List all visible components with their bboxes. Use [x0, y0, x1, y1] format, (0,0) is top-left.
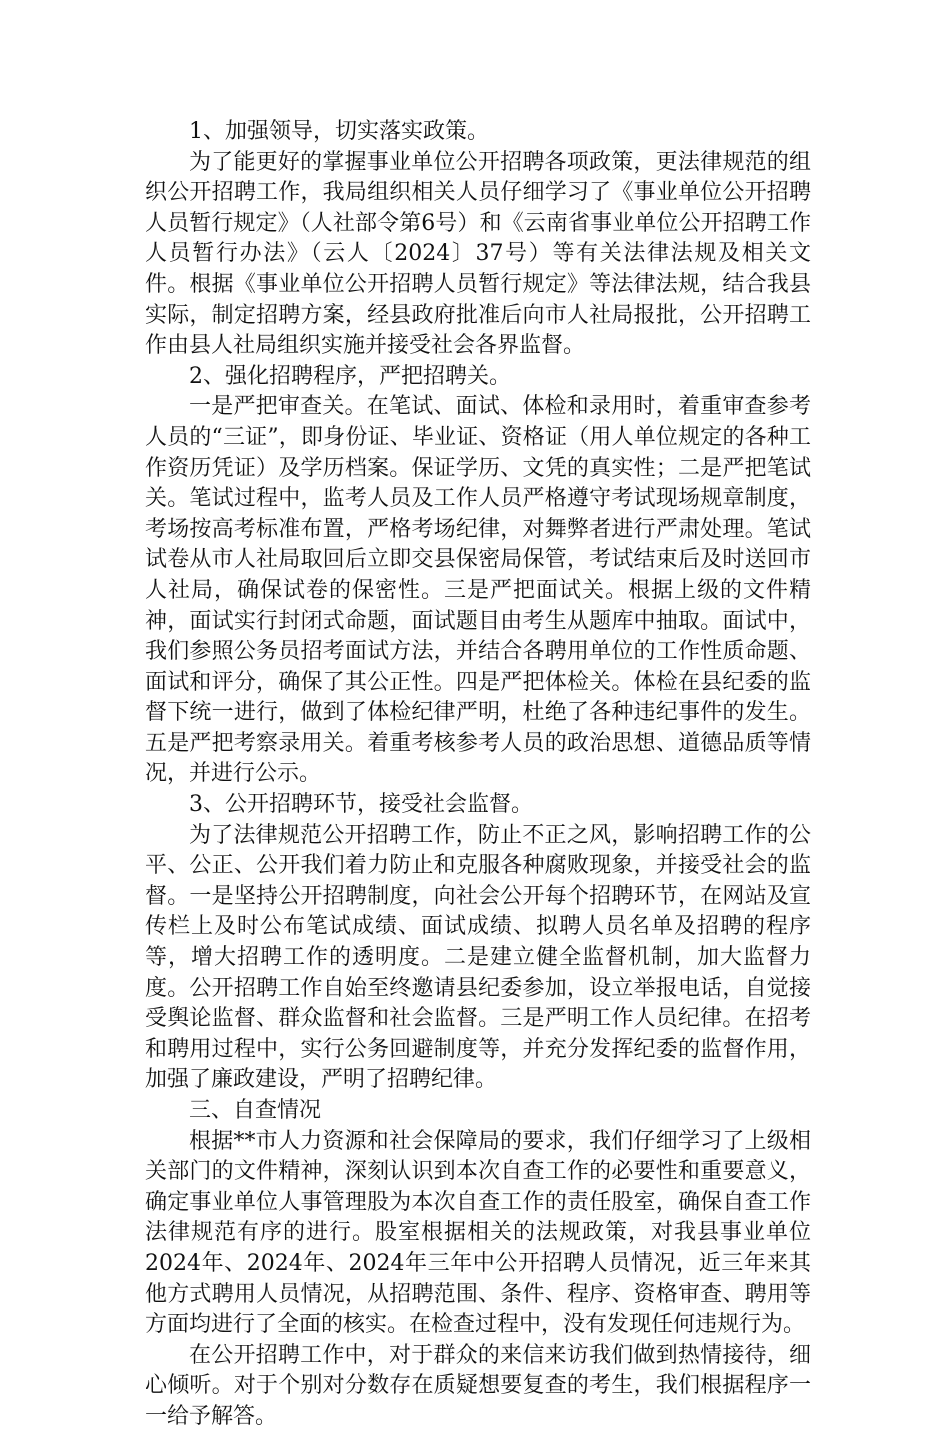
paragraph-procedure-checks: 一是严把审查关。在笔试、面试、体检和录用时，着重审查参考人员的“三证”，即身份证、毕业证、资格证（用人单位规定的各种工作资历凭证）及学历档案。保证学历、文凭的真实性；二是严把笔试关。笔试过程中，监考人员及工作人员严格遵守考试现场规章制度，考场按高考标准布置，严格考场纪律，对舞弊者进行严肃处理。笔试试卷从市人社局取回后立即交县保密局保管，考试结束后及时送回市人社局，确保试卷的保密性。三是严把面试关。根据上级的文件精神，面试实行封闭式命题，面试题目由考生从题库中抽取。面试中，我们参照公务员招考面试方法，并结合各聘用单位的工作性质命题、面试和评分，确保了其公正性。四是严把体检关。体检在县纪委的监督下统一进行，做到了体检纪律严明，杜绝了各种违纪事件的发生。五是严把考察录用关。着重考核参考人员的政治思想、道德品质等情况，并进行公示。 [145, 394, 811, 787]
paragraph-self-check: 根据**市人力资源和社会保障局的要求，我们仔细学习了上级相关部门的文件精神，深刻认识到本次自查工作的必要性和重要意义，确定事业单位人事管理股为本次自查工作的责任股室，确保自查工作法律规范有序的进行。股室根据相关的法规政策，对我县事业单位2024年、2024年、2024年三年中公开招聘人员情况，近三年来其他方式聘用人员情况，从招聘范围、条件、程序、资格审查、聘用等方面均进行了全面的核实。在检查过程中，没有发现任何违规行为。 [145, 1128, 811, 1338]
section-heading-leadership: 1、加强领导，切实落实政策。 [189, 119, 489, 144]
paragraph-public-visits: 在公开招聘工作中，对于群众的来信来访我们做到热情接待，细心倾听。对于个别对分数存在质疑想要复查的考生，我们根据程序一一给予解答。 [145, 1342, 811, 1429]
paragraph-policy-study: 为了能更好的掌握事业单位公开招聘各项政策，更法律规范的组织公开招聘工作，我局组织相关人员仔细学习了《事业单位公开招聘人员暂行规定》（人社部令第6号）和《云南省事业单位公开招聘工作人员暂行办法》（云人〔2024〕37号）等有关法律法规及相关文件。根据《事业单位公开招聘人员暂行规定》等法律法规，结合我县实际，制定招聘方案，经县政府批准后向市人社局报批，公开招聘工作由县人社局组织实施并接受社会各界监督。 [145, 149, 811, 359]
document-body [145, 117, 811, 1433]
paragraph-supervision: 为了法律规范公开招聘工作，防止不正之风，影响招聘工作的公平、公正、公开我们着力防止和克服各种腐败现象，并接受社会的监督。一是坚持公开招聘制度，向社会公开每个招聘环节，在网站及宣传栏上及时公布笔试成绩、面试成绩、拟聘人员名单及招聘的程序等，增大招聘工作的透明度。二是建立健全监督机制，加大监督力度。公开招聘工作自始至终邀请县纪委参加，设立举报电话，自觉接受舆论监督、群众监督和社会监督。三是严明工作人员纪律。在招考和聘用过程中，实行公务回避制度等，并充分发挥纪委的监督作用，加强了廉政建设，严明了招聘纪律。 [145, 822, 811, 1093]
section-heading-self-check: 三、自查情况 [189, 1098, 322, 1123]
section-heading-procedure: 2、强化招聘程序，严把招聘关。 [189, 363, 511, 389]
section-heading-supervision: 3、公开招聘环节，接受社会监督。 [189, 792, 533, 818]
